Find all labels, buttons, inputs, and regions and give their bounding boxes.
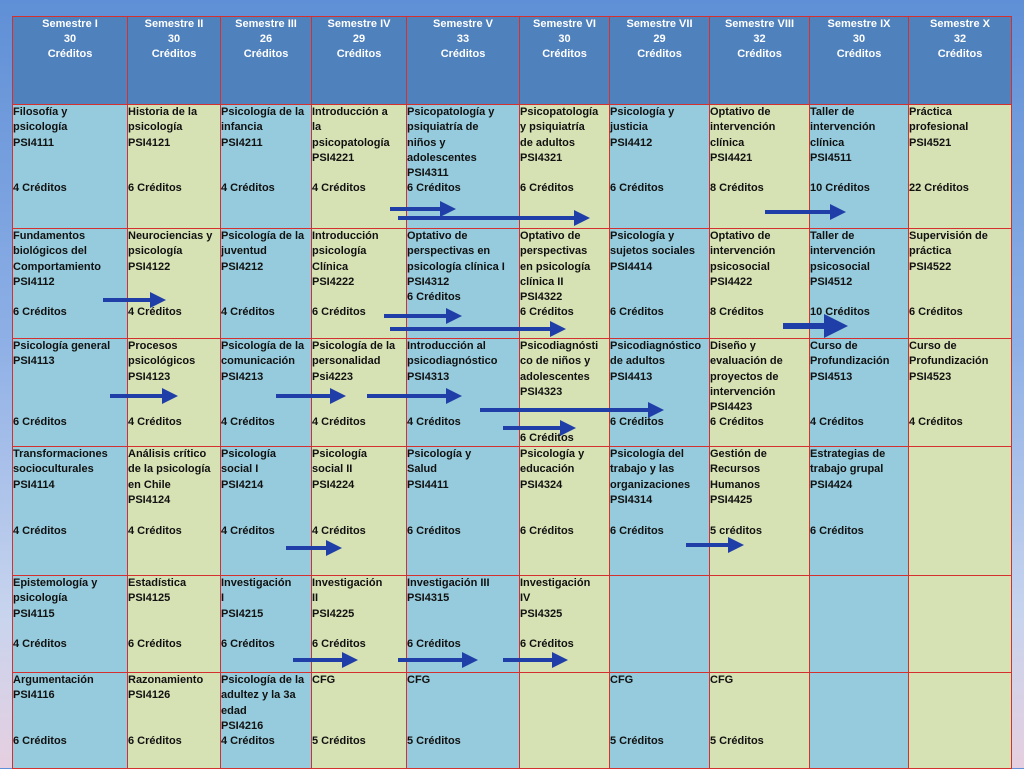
semester-unit: Créditos [836, 48, 882, 60]
semester-credits: 26 [259, 33, 273, 45]
course-cell: Transformaciones socioculturales PSI4114 4 Créditos [13, 447, 128, 576]
course-cell: Introducción al psicodiagnóstico PSI4313 4 Créditos [407, 339, 520, 447]
semester-credits: 33 [456, 33, 470, 45]
semester-name: Semestre VI [533, 18, 596, 30]
course-cell: Supervisión de práctica PSI4522 6 Créditos [909, 229, 1012, 339]
course-cell: CFG 5 Créditos [710, 673, 810, 769]
semester-header [13, 17, 128, 105]
course-cell: Curso de Profundización PSI4513 4 Créditos [810, 339, 909, 447]
course-cell: Psicología y sujetos sociales PSI4414 6 Créditos [610, 229, 710, 339]
semester-credits: 30 [852, 33, 866, 45]
course-cell: Gestión de Recursos Humanos PSI4425 5 créditos [710, 447, 810, 576]
course-cell: Psicología social II PSI4224 4 Créditos [312, 447, 407, 576]
semester-credits: 30 [558, 33, 571, 45]
course-row [13, 339, 1012, 447]
course-cell: Optativo de intervención clínica PSI4421 8 Créditos [710, 105, 810, 229]
course-cell: Psicopatología y psiquiatría de adultos PSI4321 6 Créditos [520, 105, 610, 229]
course-cell: Investigación II PSI4225 6 Créditos [312, 576, 407, 673]
course-cell: Estrategias de trabajo grupal PSI4424 6 Créditos [810, 447, 909, 576]
semester-name: Semestre II [144, 18, 204, 30]
semester-credits: 32 [753, 33, 766, 45]
course-cell: Curso de Profundización PSI4523 4 Créditos [909, 339, 1012, 447]
semester-unit: Créditos [243, 48, 289, 60]
course-cell: Psicología general PSI4113 6 Créditos [13, 339, 128, 447]
empty-cell [520, 673, 610, 769]
semester-header [710, 17, 810, 105]
semester-header [221, 17, 312, 105]
course-cell: Psicología y justicia PSI4412 6 Créditos [610, 105, 710, 229]
semester-credits: 29 [653, 33, 666, 45]
course-cell: Psicología de la personalidad Psi4223 4 Créditos [312, 339, 407, 447]
course-cell: Psicodiagnósti co de niños y adolescentes PSI4323 6 Créditos [520, 339, 610, 447]
semester-header-row [13, 17, 1012, 105]
semester-name: Semestre VIII [724, 18, 795, 30]
empty-cell [710, 576, 810, 673]
empty-cell [909, 576, 1012, 673]
semester-unit: Créditos [440, 48, 486, 60]
semester-header [909, 17, 1012, 105]
semester-header [810, 17, 909, 105]
course-cell: CFG 5 Créditos [312, 673, 407, 769]
empty-cell [810, 576, 909, 673]
course-cell: Psicología social I PSI4214 4 Créditos [221, 447, 312, 576]
course-cell: Psicología de la adultez y la 3a edad PSI4216 4 Créditos [221, 673, 312, 769]
semester-header [312, 17, 407, 105]
curriculum-grid [12, 16, 1011, 768]
course-cell: Argumentación PSI4116 6 Créditos [13, 673, 128, 769]
course-cell: Psicopatología y psiquiatría de niños y adolescentes PSI4311 6 Créditos [407, 105, 520, 229]
semester-name: Semestre III [235, 18, 297, 30]
course-row [13, 229, 1012, 339]
semester-name: Semestre V [433, 18, 493, 30]
course-cell: Optativo de perspectivas en psicología clínica II PSI4322 6 Créditos [520, 229, 610, 339]
course-cell: Psicodiagnóstico de adultos PSI4413 6 Créditos [610, 339, 710, 447]
semester-header [610, 17, 710, 105]
course-cell: Fundamentos biológicos del Comportamiento PSI4112 6 Créditos [13, 229, 128, 339]
semester-unit: Créditos [336, 48, 382, 60]
semester-header [520, 17, 610, 105]
semester-name: Semestre X [930, 18, 990, 30]
course-cell: Estadística PSI4125 6 Créditos [128, 576, 221, 673]
course-cell: Neurociencias y psicología PSI4122 4 Créditos [128, 229, 221, 339]
semester-credits: 30 [167, 33, 181, 45]
course-cell: Introducción psicología Clínica PSI4222 6 Créditos [312, 229, 407, 339]
semester-unit: Créditos [737, 48, 782, 60]
semester-unit: Créditos [151, 48, 197, 60]
semester-unit: Créditos [937, 48, 983, 60]
course-row [13, 576, 1012, 673]
course-cell: Práctica profesional PSI4521 22 Créditos [909, 105, 1012, 229]
semester-name: Semestre VII [626, 18, 693, 30]
course-row [13, 105, 1012, 229]
empty-cell [610, 576, 710, 673]
course-cell: Diseño y evaluación de proyectos de intervención PSI4423 6 Créditos [710, 339, 810, 447]
course-cell: Historia de la psicología PSI4121 6 Créditos [128, 105, 221, 229]
course-cell: Procesos psicológicos PSI4123 4 Créditos [128, 339, 221, 447]
course-cell: Filosofía y psicología PSI4111 4 Créditos [13, 105, 128, 229]
course-row [13, 447, 1012, 576]
course-row [13, 673, 1012, 769]
course-cell: Psicología y Salud PSI4411 6 Créditos [407, 447, 520, 576]
empty-cell [909, 447, 1012, 576]
course-cell: Psicología de la juventud PSI4212 4 Créditos [221, 229, 312, 339]
semester-name: Semestre I [42, 18, 98, 30]
curriculum-table [12, 16, 1012, 769]
semester-header [128, 17, 221, 105]
semester-name: Semestre IX [827, 18, 891, 30]
course-cell: Investigación I PSI4215 6 Créditos [221, 576, 312, 673]
course-cell: CFG 5 Créditos [407, 673, 520, 769]
course-cell: Epistemología y psicología PSI4115 4 Créditos [13, 576, 128, 673]
course-cell: Taller de intervención psicosocial PSI4512 10 Créditos [810, 229, 909, 339]
course-cell: CFG 5 Créditos [610, 673, 710, 769]
course-cell: Investigación IV PSI4325 6 Créditos [520, 576, 610, 673]
course-cell: Psicología de la infancia PSI4211 4 Créditos [221, 105, 312, 229]
empty-cell [909, 673, 1012, 769]
course-cell: Optativo de perspectivas en psicología clínica I PSI4312 6 Créditos [407, 229, 520, 339]
course-cell: Psicología de la comunicación PSI4213 4 Créditos [221, 339, 312, 447]
semester-credits: 29 [352, 33, 366, 45]
semester-credits: 32 [953, 33, 967, 45]
empty-cell [810, 673, 909, 769]
course-cell: Análisis crítico de la psicología en Chile PSI4124 4 Créditos [128, 447, 221, 576]
course-cell: Introducción a la psicopatología PSI4221 4 Créditos [312, 105, 407, 229]
course-rows [13, 105, 1012, 769]
course-cell: Razonamiento PSI4126 6 Créditos [128, 673, 221, 769]
semester-unit: Créditos [542, 48, 587, 60]
course-cell: Psicología del trabajo y las organizaciones PSI4314 6 Créditos [610, 447, 710, 576]
course-cell: Investigación III PSI4315 6 Créditos [407, 576, 520, 673]
course-cell: Taller de intervención clínica PSI4511 10 Créditos [810, 105, 909, 229]
semester-unit: Créditos [47, 48, 93, 60]
semester-unit: Créditos [637, 48, 682, 60]
semester-header [407, 17, 520, 105]
course-cell: Psicología y educación PSI4324 6 Créditos [520, 447, 610, 576]
course-cell: Optativo de intervención psicosocial PSI4422 8 Créditos [710, 229, 810, 339]
semester-credits: 30 [63, 33, 77, 45]
semester-name: Semestre IV [327, 18, 391, 30]
